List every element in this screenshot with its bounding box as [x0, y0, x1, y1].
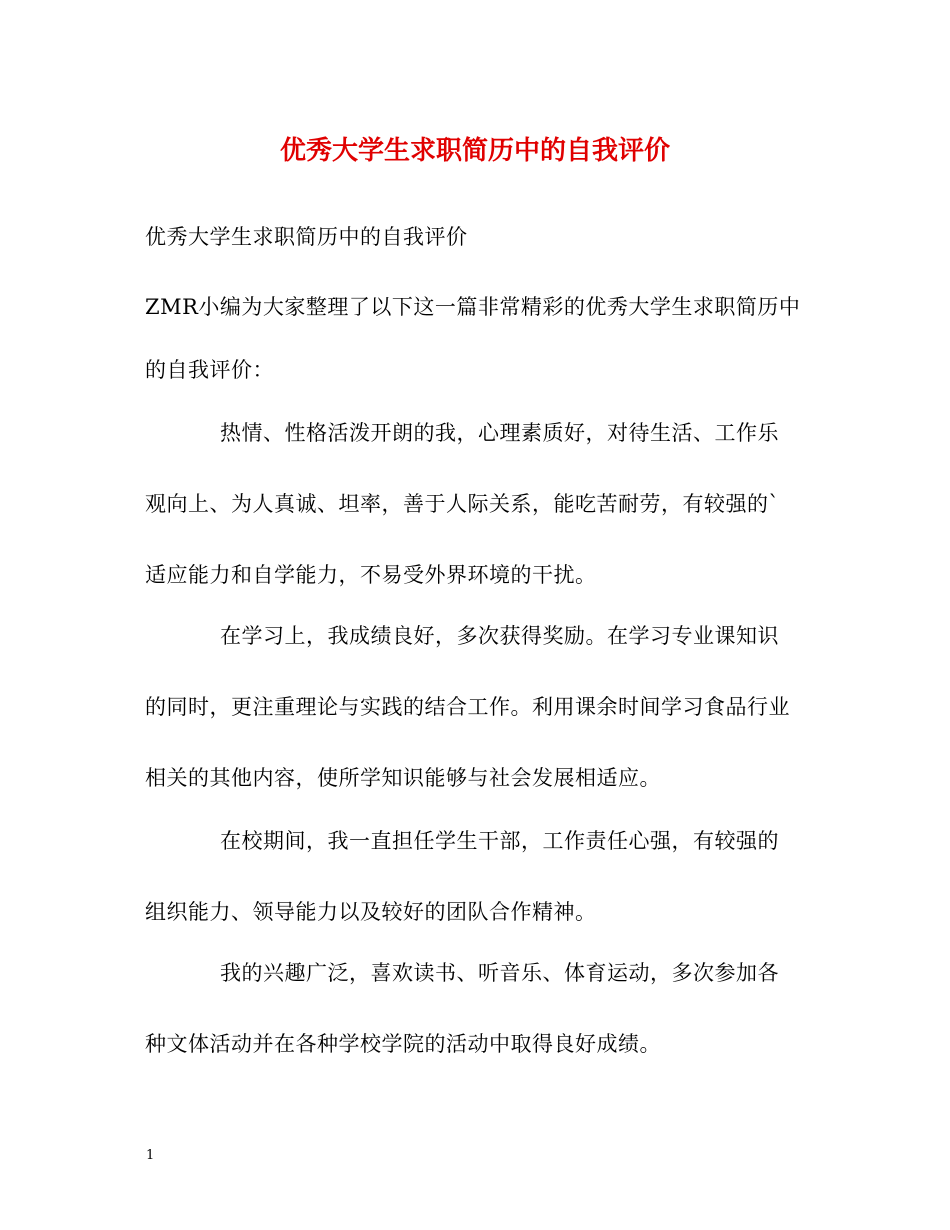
paragraph-line: 在校期间，我一直担任学生干部，工作责任心强，有较强的	[220, 829, 779, 853]
paragraph-line: 在学习上，我成绩良好，多次获得奖励。在学习专业课知识	[220, 624, 779, 648]
paragraph-line: 观向上、为人真诚、坦率，善于人际关系，能吃苦耐劳，有较强的`	[145, 492, 780, 516]
document-subtitle: 优秀大学生求职简历中的自我评价	[145, 225, 468, 249]
paragraph-line: 我的兴趣广泛，喜欢读书、听音乐、体育运动，多次参加各	[220, 961, 779, 985]
paragraph-line: 组织能力、领导能力以及较好的团队合作精神。	[145, 900, 597, 924]
paragraph-line: 种文体活动并在各种学校学院的活动中取得良好成绩。	[145, 1032, 661, 1056]
paragraph-line: 的同时，更注重理论与实践的结合工作。利用课余时间学习食品行业	[145, 695, 790, 719]
intro-line: 的自我评价：	[145, 358, 274, 382]
intro-line: ZMR小编为大家整理了以下这一篇非常精彩的优秀大学生求职简历中	[145, 295, 801, 319]
document-title: 优秀大学生求职简历中的自我评价	[279, 136, 670, 166]
paragraph-line: 适应能力和自学能力，不易受外界环境的干扰。	[145, 563, 597, 587]
page-number: 1	[146, 1148, 155, 1163]
paragraph-line: 热情、性格活泼开朗的我，心理素质好，对待生活、工作乐	[220, 421, 779, 445]
paragraph-line: 相关的其他内容，使所学知识能够与社会发展相适应。	[145, 766, 661, 790]
